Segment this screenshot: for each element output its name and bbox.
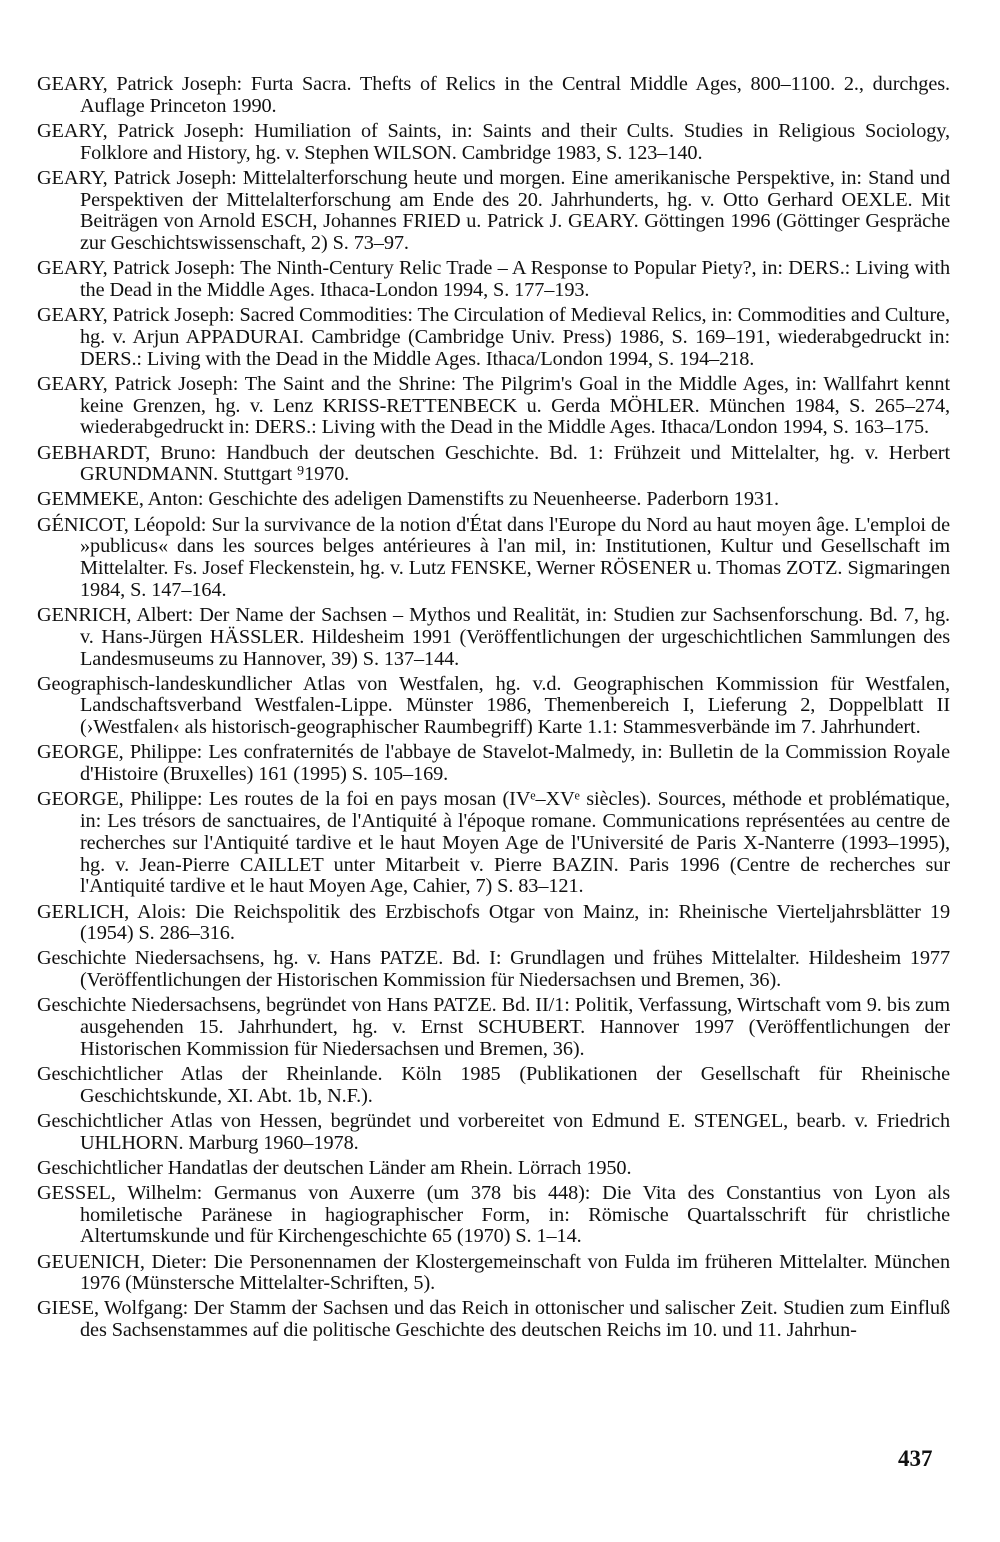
bibliography-entry-geary-humiliation: GEARY, Patrick Joseph: Humiliation of Saints, in: Saints and their Cults. Studies in Religious Sociology, Folklore and History, hg. v. Stephen WILSON. Cambridge 1983, S. 123–140. [37, 119, 950, 164]
bibliography-entry-geary-sacred-commodities: GEARY, Patrick Joseph: Sacred Commodities: The Circulation of Medieval Relics, in: Commodities and Culture, hg. v. Arjun APPADURAI. Cambridge (Cambridge Univ. Press) 1986, S. 169–191, wiederabgedruckt in: DERS.: Living with the Dead in the Middle Ages. Ithaca/London 1994, S. 194–218. [37, 304, 950, 370]
bibliography-entry-atlas-hessen: Geschichtlicher Atlas von Hessen, begründet und vorbereitet von Edmund E. STENGEL, bearb. v. Friedrich UHLHORN. Marburg 1960–1978. [37, 1109, 950, 1154]
bibliography-entry-atlas-westfalen: Geographisch-landeskundlicher Atlas von Westfalen, hg. v.d. Geographischen Kommission für Westfalen, Landschaftsverband Westfalen-Lippe. Münster 1986, Themenbereich I, Lieferung 2, Doppelblatt II (›Westfalen‹ als historisch-geographischer Raumbegriff) Karte 1.1: Stammesverbände im 7. Jahrhundert. [37, 672, 950, 739]
bibliography-entry-george-routes: GEORGE, Philippe: Les routes de la foi en pays mosan (IVᵉ–XVᵉ siècles). Sources, méthode et problématique, in: Les trésors de sanctuaires, de l'Antiquité à l'époque romane. Communications représentées au centre de recherches sur l'Antiquité tardive et le haut Moyen Age de l'Université de Paris X-Nanterre (1993–1995), hg. v. Jean-Pierre CAILLET unter Mitarbeit v. Pierre BAZIN. Paris 1996 (Centre de recherches sur l'Antiquité tardive et le haut Moyen Age, Cahier, 7) S. 83–121. [37, 788, 950, 898]
bibliography-entry-genrich: GENRICH, Albert: Der Name der Sachsen – Mythos und Realität, in: Studien zur Sachsenforschung. Bd. 7, hg. v. Hans-Jürgen HÄSSLER. Hildesheim 1991 (Veröffentlichungen der urgeschichtlichen Sammlungen des Landesmuseums zu Hannover, 39) S. 137–144. [37, 604, 950, 670]
bibliography-entry-george-confraternites: GEORGE, Philippe: Les confraternités de l'abbaye de Stavelot-Malmedy, in: Bulletin de la Commission Royale d'Histoire (Bruxelles) 161 (1995) S. 105–169. [37, 741, 950, 786]
bibliography-page [37, 74, 950, 1345]
bibliography-entry-handatlas-rhein: Geschichtlicher Handatlas der deutschen Länder am Rhein. Lörrach 1950. [37, 1156, 632, 1179]
bibliography-entry-giese: GIESE, Wolfgang: Der Stamm der Sachsen und das Reich in ottonischer und salischer Zeit. Studien zum Einfluß des Sachsenstammes auf die politische Geschichte des deutschen Reichs im 10. und 11. Jahrhun- [37, 1297, 950, 1342]
bibliography-entry-gerlich: GERLICH, Alois: Die Reichspolitik des Erzbischofs Otgar von Mainz, in: Rheinische Vierteljahrsblätter 19 (1954) S. 286–316. [37, 900, 950, 945]
bibliography-entry-gessel: GESSEL, Wilhelm: Germanus von Auxerre (um 378 bis 448): Die Vita des Constantius von Lyon als homiletische Paränese in hagiographischer Form, in: Römische Quartalsschrift für christliche Altertumskunde und für Kirchengeschichte 65 (1970) S. 1–14. [37, 1181, 950, 1248]
bibliography-entry-gebhardt: GEBHARDT, Bruno: Handbuch der deutschen Geschichte. Bd. 1: Frühzeit und Mittelalter, hg. v. Herbert GRUNDMANN. Stuttgart ⁹1970. [37, 441, 950, 486]
bibliography-entry-genicot: GÉNICOT, Léopold: Sur la survivance de la notion d'État dans l'Europe du Nord au haut moyen âge. L'emploi de »publicus« dans les sources belges antérieures à l'an mil, in: Institutionen, Kultur und Gesellschaft im Mittelalter. Fs. Josef Fleckenstein, hg. v. Lutz FENSKE, Werner RÖSENER u. Thomas ZOTZ. Sigmaringen 1984, S. 147–164. [37, 513, 950, 601]
bibliography-entry-atlas-rheinlande: Geschichtlicher Atlas der Rheinlande. Köln 1985 (Publikationen der Gesellschaft für Rheinische Geschichtskunde, XI. Abt. 1b, N.F.). [37, 1063, 950, 1107]
bibliography-entry-geary-relic-trade: GEARY, Patrick Joseph: The Ninth-Century Relic Trade – A Response to Popular Piety?, in: DERS.: Living with the Dead in the Middle Ages. Ithaca-London 1994, S. 177–193. [37, 257, 950, 302]
bibliography-entry-geary-furta-sacra: GEARY, Patrick Joseph: Furta Sacra. Thefts of Relics in the Central Middle Ages, 800–1100. 2., durchges. Auflage Princeton 1990. [37, 73, 950, 117]
bibliography-entry-geschichte-niedersachsens-2: Geschichte Niedersachsens, begründet von Hans PATZE. Bd. II/1: Politik, Verfassung, Wirtschaft vom 9. bis zum ausgehenden 15. Jahrhundert, hg. v. Ernst SCHUBERT. Hannover 1997 (Veröffentlichungen der Historischen Kommission für Niedersachsen und Bremen, 36). [37, 994, 950, 1060]
bibliography-entry-geuenich: GEUENICH, Dieter: Die Personennamen der Klostergemeinschaft von Fulda im früheren Mittelalter. München 1976 (Münstersche Mittelalter-Schriften, 5). [37, 1250, 950, 1295]
bibliography-entry-gemmeke: GEMMEKE, Anton: Geschichte des adeligen Damenstifts zu Neuenheerse. Paderborn 1931. [37, 488, 779, 511]
bibliography-entry-geary-mittelalterforschung: GEARY, Patrick Joseph: Mittelalterforschung heute und morgen. Eine amerikanische Perspektive, in: Stand und Perspektiven der Mittelalterforschung am Ende des 20. Jahrhunderts, hg. v. Otto Gerhard OEXLE. Mit Beiträgen von Arnold ESCH, Johannes FRIED u. Patrick J. GEARY. Göttingen 1996 (Göttinger Gespräche zur Geschichtswissenschaft, 2) S. 73–97. [37, 166, 950, 255]
bibliography-entry-geary-saint-and-shrine: GEARY, Patrick Joseph: The Saint and the Shrine: The Pilgrim's Goal in the Middle Ages, in: Wallfahrt kennt keine Grenzen, hg. v. Lenz KRISS-RETTENBECK u. Gerda MÖHLER. München 1984, S. 265–274, wiederabgedruckt in: DERS.: Living with the Dead in the Middle Ages. Ithaca/London 1994, S. 163–175. [37, 372, 950, 439]
bibliography-entry-geschichte-niedersachsens-1: Geschichte Niedersachsens, hg. v. Hans PATZE. Bd. I: Grundlagen und frühes Mittelalter. Hildesheim 1977 (Veröffentlichungen der Historischen Kommission für Niedersachsen und Bremen, 36). [37, 947, 950, 992]
page-number: 437 [898, 1446, 933, 1471]
